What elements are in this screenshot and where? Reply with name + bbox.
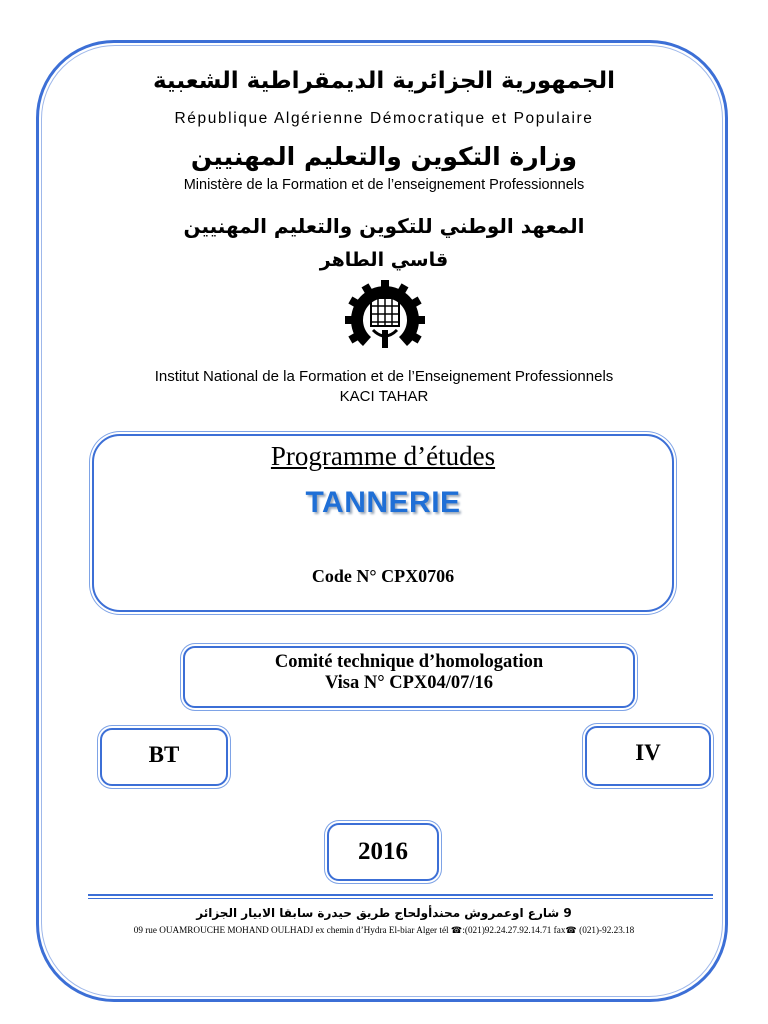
- diploma-level: BT: [148, 742, 180, 767]
- gear-emblem-icon: [338, 276, 432, 360]
- program-code: Code N° CPX0706: [311, 566, 455, 586]
- french-institute-heading: Institut National de la Formation et de l’Enseignement Professionnels: [154, 368, 614, 385]
- footer-address-arabic: 9 شارع اوعمروش محندأولحاج طريق حيدرة سابقا الابيار الجزائر: [196, 906, 572, 920]
- footer-divider: [88, 894, 713, 896]
- level-number: IV: [635, 740, 661, 765]
- diploma-level-box: [100, 728, 228, 786]
- level-number-box: [585, 726, 711, 786]
- committee-visa: Visa N° CPX04/07/16: [324, 673, 494, 693]
- footer-divider-thin: [88, 898, 713, 899]
- program-title: Programme d’études: [270, 441, 496, 471]
- committee-text: [185, 652, 633, 694]
- french-republic-heading: République Algérienne Démocratique et Populaire: [174, 110, 594, 127]
- arabic-institute-heading: المعهد الوطني للتكوين والتعليم المهنيين: [183, 214, 585, 238]
- french-ministry-heading: Ministère de la Formation et de l’enseignement Professionnels: [183, 177, 585, 193]
- year: 2016: [358, 838, 408, 865]
- year-box: [327, 823, 439, 881]
- arabic-republic-heading: الجمهورية الجزائرية الديمقراطية الشعبية: [152, 68, 616, 94]
- program-name: TANNERIE: [305, 486, 461, 519]
- program-box: [92, 434, 674, 612]
- footer-address-french: 09 rue OUAMROUCHE MOHAND OULHADJ ex chemin d’Hydra El-biar Alger tél ☎:(021)92.24.27.92.14.71 fax☎ (021)-92.23.18: [133, 925, 635, 935]
- arabic-institute-name: قاسي الطاهر: [319, 249, 449, 271]
- committee-line1: Comité technique d’homologation: [274, 652, 544, 672]
- arabic-ministry-heading: وزارة التكوين والتعليم المهنيين: [190, 142, 578, 171]
- committee-box: [183, 646, 635, 708]
- french-institute-name: KACI TAHAR: [339, 388, 429, 405]
